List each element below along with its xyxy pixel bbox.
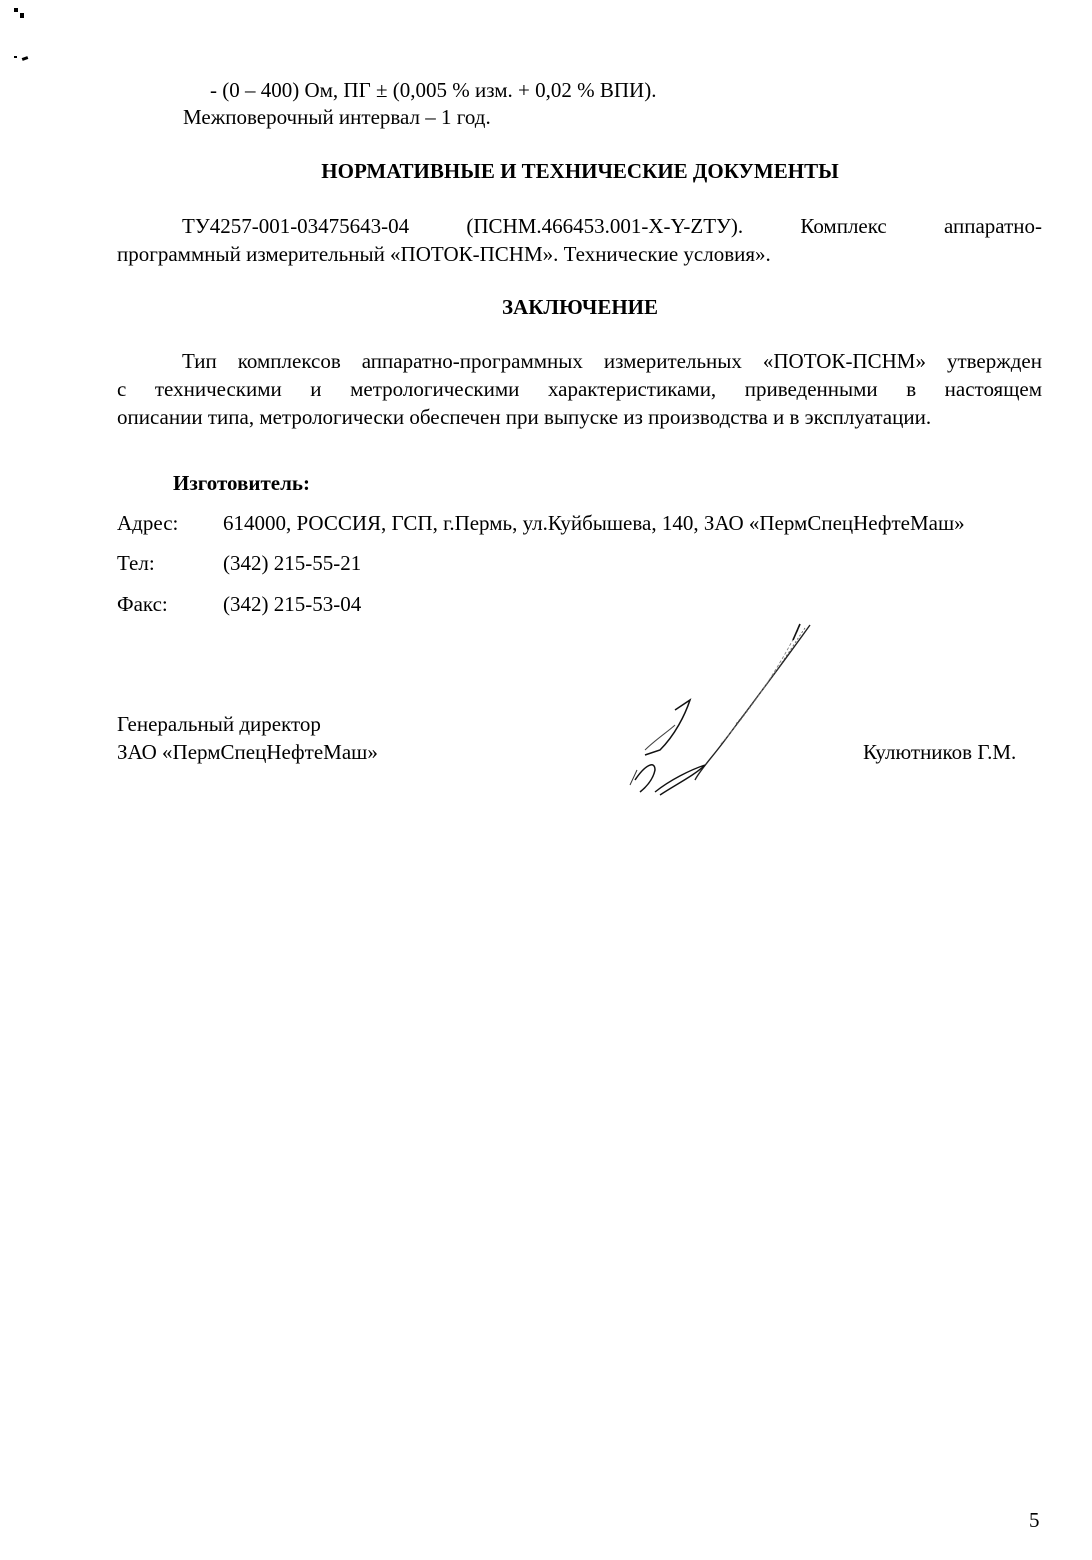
signature-icon [615, 620, 825, 800]
conclusion-line-2: с техническими и метрологическими характеристиками, приведенными в настоящем [117, 377, 1042, 401]
normative-docs-heading: НОРМАТИВНЫЕ И ТЕХНИЧЕСКИЕ ДОКУМЕНТЫ [321, 159, 839, 183]
signatory-name: Кулютников Г.М. [863, 740, 1017, 764]
scan-artifact [20, 13, 24, 18]
address-value: 614000, РОССИЯ, ГСП, г.Пермь, ул.Куйбышева, 140, ЗАО «ПермСпецНефтеМаш» [223, 511, 965, 535]
fax-label: Факс: [117, 592, 168, 616]
scan-artifact [22, 56, 29, 61]
conclusion-heading: ЗАКЛЮЧЕНИЕ [501, 295, 659, 319]
normative-docs-line-2: программный измерительный «ПОТОК-ПСНМ». Технические условия». [117, 242, 771, 266]
conclusion-paragraph [117, 347, 1042, 431]
scan-artifact [14, 8, 18, 12]
scan-artifact [14, 56, 17, 58]
phone-label: Тел: [117, 551, 155, 575]
signatory-position-line-1: Генеральный директор [117, 712, 321, 736]
normative-docs-paragraph [117, 212, 1042, 268]
fax-value: (342) 215-53-04 [223, 592, 362, 616]
range-spec-line: - (0 – 400) Ом, ПГ ± (0,005 % изм. + 0,02 % ВПИ). [210, 78, 657, 102]
calibration-interval-line: Межповерочный интервал – 1 год. [183, 105, 491, 129]
page-number: 5 [1029, 1508, 1040, 1532]
signatory-position-line-2: ЗАО «ПермСпецНефтеМаш» [117, 740, 378, 764]
manufacturer-heading: Изготовитель: [173, 471, 310, 495]
address-label: Адрес: [117, 511, 179, 535]
conclusion-line-3: описании типа, метрологически обеспечен при выпуске из производства и в эксплуатации. [117, 405, 932, 429]
phone-value: (342) 215-55-21 [223, 551, 362, 575]
normative-docs-line-1: ТУ4257-001-03475643-04 (ПСНМ.466453.001-X-Y-ZTУ). Комплекс аппаратно- [182, 214, 1042, 238]
conclusion-line-1: Тип комплексов аппаратно-программных измерительных «ПОТОК-ПСНМ» утвержден [182, 349, 1042, 373]
